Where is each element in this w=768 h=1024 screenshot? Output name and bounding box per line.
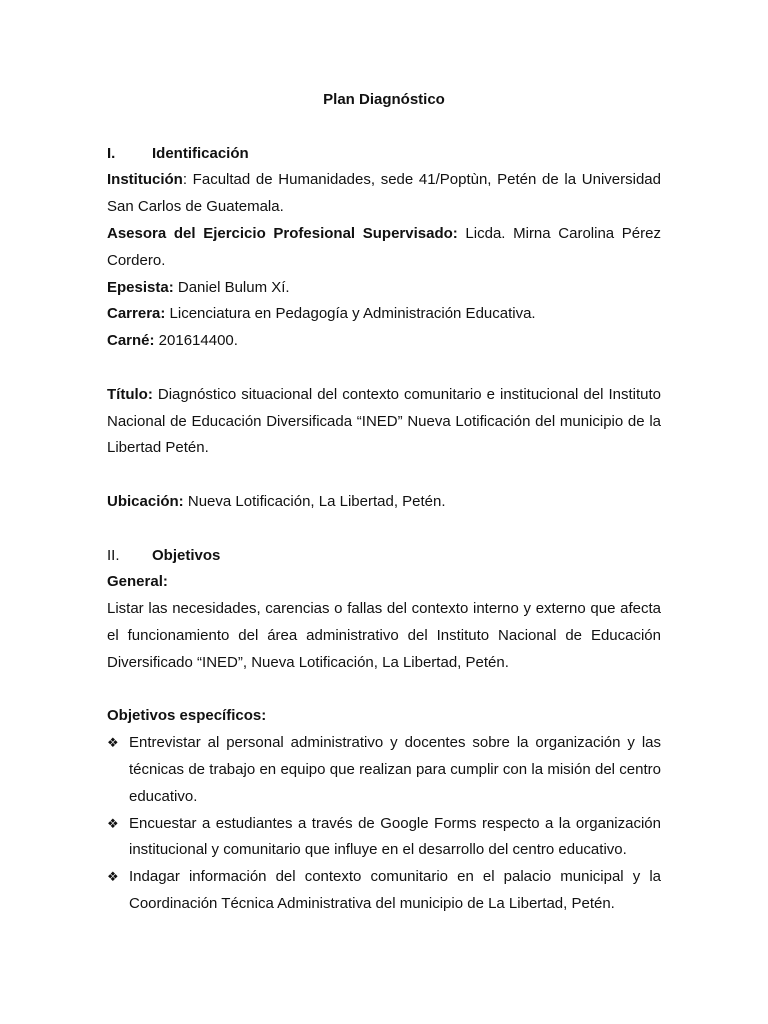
section-number: II. (107, 546, 120, 564)
diamond-bullet-icon: ❖ (107, 815, 119, 831)
list-item-text: Indagar información del contexto comunitario en el palacio municipal y la Coordinación Técnica Administrativa del municipio de La Libertad, Petén. (129, 868, 661, 912)
specific-objectives-heading: Objetivos específicos: (107, 707, 267, 725)
section-heading-identificacion (107, 141, 661, 168)
spacer (107, 462, 661, 489)
field-value: 201614400. (154, 332, 238, 350)
list-item (107, 730, 661, 810)
field-label: Institución (107, 171, 183, 189)
field-label: Epesista: (107, 278, 174, 296)
diamond-bullet-icon: ❖ (107, 869, 119, 885)
field-label: Carrera: (107, 305, 166, 323)
specific-objectives-list (107, 730, 661, 918)
section-title: Identificación (152, 144, 249, 162)
field-value: Diagnóstico situacional del contexto comunitario e institucional del Instituto Nacional de Educación Diversificada “INED” Nueva Lotificación del municipio de la Libertad Petén. (107, 385, 661, 457)
spacer (107, 677, 661, 704)
field-epesista (107, 275, 661, 302)
document-title: Plan Diagnóstico (323, 91, 445, 108)
field-value: : Facultad de Humanidades, sede 41/Poptùn, Petén de la Universidad San Carlos de Guatemala. (107, 171, 661, 216)
diamond-bullet-icon: ❖ (107, 735, 119, 751)
field-value: Licenciatura en Pedagogía y Administración Educativa. (165, 305, 536, 323)
field-asesora (107, 221, 661, 275)
general-heading: General: (107, 573, 168, 591)
field-value: Daniel Bulum Xí. (173, 278, 290, 296)
spacer (107, 355, 661, 382)
section-title: Objetivos (152, 546, 221, 564)
list-item-text: Entrevistar al personal administrativo y docentes sobre la organización y las técnicas de trabajo en equipo que realizan para cumplir con la misión del centro educativo. (129, 734, 661, 805)
list-item-text: Encuestar a estudiantes a través de Google Forms respecto a la organización institucional y comunitario que influye en el desarrollo del centro educativo. (129, 814, 661, 859)
general-objective-text: Listar las necesidades, carencias o fallas del contexto interno y externo que afecta el funcionamiento del área administrativo del Instituto Nacional de Educación Diversificado “INED”, Nueva Lotificación, La Libertad, Petén. (107, 600, 661, 671)
field-value: Licda. Mirna Carolina Pérez Cordero. (107, 224, 661, 269)
field-label: Asesora del Ejercicio Profesional Supervisado: (107, 224, 458, 242)
field-carne (107, 328, 661, 355)
field-ubicacion (107, 489, 661, 516)
field-value: Nueva Lotificación, La Libertad, Petén. (183, 492, 446, 510)
field-titulo (107, 382, 661, 462)
list-item (107, 811, 661, 865)
spacer (107, 516, 661, 543)
field-label: Título: (107, 385, 153, 403)
field-label: Carné: (107, 332, 155, 350)
spacer (107, 114, 661, 141)
document-body (107, 87, 661, 918)
field-label: Ubicación: (107, 492, 184, 510)
section-number: I. (107, 144, 116, 162)
list-item (107, 864, 661, 918)
field-carrera (107, 301, 661, 328)
field-institucion (107, 167, 661, 221)
section-heading-objetivos (107, 543, 661, 570)
